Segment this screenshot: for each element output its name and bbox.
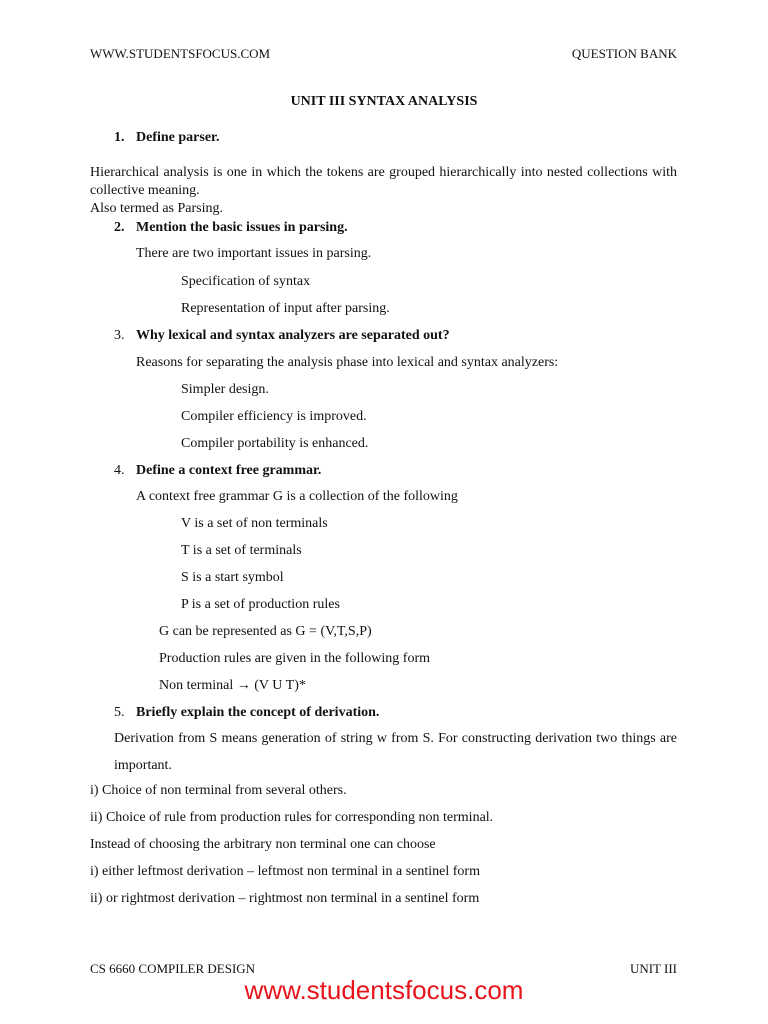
q4-item: V is a set of non terminals bbox=[181, 516, 328, 531]
q4-item: T is a set of terminals bbox=[181, 543, 302, 558]
footer-course: CS 6660 COMPILER DESIGN bbox=[90, 961, 256, 976]
q2-intro: There are two important issues in parsing. bbox=[136, 246, 372, 261]
q3-question: Why lexical and syntax analyzers are separated out? bbox=[136, 328, 450, 343]
q3-item: Compiler efficiency is improved. bbox=[181, 409, 367, 424]
q2-item: Specification of syntax bbox=[181, 274, 311, 289]
footer-unit: UNIT III bbox=[629, 961, 677, 976]
q5-question: Briefly explain the concept of derivation. bbox=[136, 705, 380, 720]
q4-number: 4. bbox=[114, 463, 125, 478]
q4-intro: A context free grammar G is a collection of the following bbox=[136, 489, 458, 504]
q4-item: P is a set of production rules bbox=[181, 597, 340, 612]
q5-line: ii) or rightmost derivation – rightmost non terminal in a sentinel form bbox=[90, 891, 480, 906]
site-url-link[interactable]: www.studentsfocus.com bbox=[244, 975, 524, 1005]
q3-number: 3. bbox=[114, 328, 125, 343]
q5-line: i) Choice of non terminal from several others. bbox=[90, 783, 347, 798]
q4-line: G can be represented as G = (V,T,S,P) bbox=[159, 624, 372, 639]
q5-line: Instead of choosing the arbitrary non terminal one can choose bbox=[90, 837, 436, 852]
q2-number: 2. bbox=[114, 220, 125, 235]
q5-number: 5. bbox=[114, 705, 125, 720]
q1-answer-line: Also termed as Parsing. bbox=[90, 201, 223, 216]
q4-item: S is a start symbol bbox=[181, 570, 284, 585]
q2-item: Representation of input after parsing. bbox=[181, 301, 390, 316]
q4-line: Production rules are given in the following form bbox=[159, 651, 430, 666]
q5-line: i) either leftmost derivation – leftmost non terminal in a sentinel form bbox=[90, 864, 480, 879]
q1-answer-paragraph: Hierarchical analysis is one in which the tokens are grouped hierarchically into nested collections with collective meaning. bbox=[90, 165, 677, 198]
q3-item: Simpler design. bbox=[181, 382, 269, 397]
q5-paragraph: Derivation from S means generation of string w from S. For constructing derivation two things are important. bbox=[114, 731, 677, 773]
q2-question: Mention the basic issues in parsing. bbox=[136, 220, 348, 235]
header-site: WWW.STUDENTSFOCUS.COM bbox=[90, 46, 271, 61]
q5-line: ii) Choice of rule from production rules for corresponding non terminal. bbox=[90, 810, 494, 825]
header-section: QUESTION BANK bbox=[571, 46, 677, 61]
q3-item: Compiler portability is enhanced. bbox=[181, 436, 369, 451]
q4-line: Non terminal → (V U T)* bbox=[159, 678, 306, 693]
page-title: UNIT III SYNTAX ANALYSIS bbox=[290, 94, 478, 109]
q1-question: Define parser. bbox=[136, 130, 220, 145]
q1-number: 1. bbox=[114, 130, 125, 145]
q4-question: Define a context free grammar. bbox=[136, 463, 322, 478]
q3-intro: Reasons for separating the analysis phase into lexical and syntax analyzers: bbox=[136, 355, 559, 370]
